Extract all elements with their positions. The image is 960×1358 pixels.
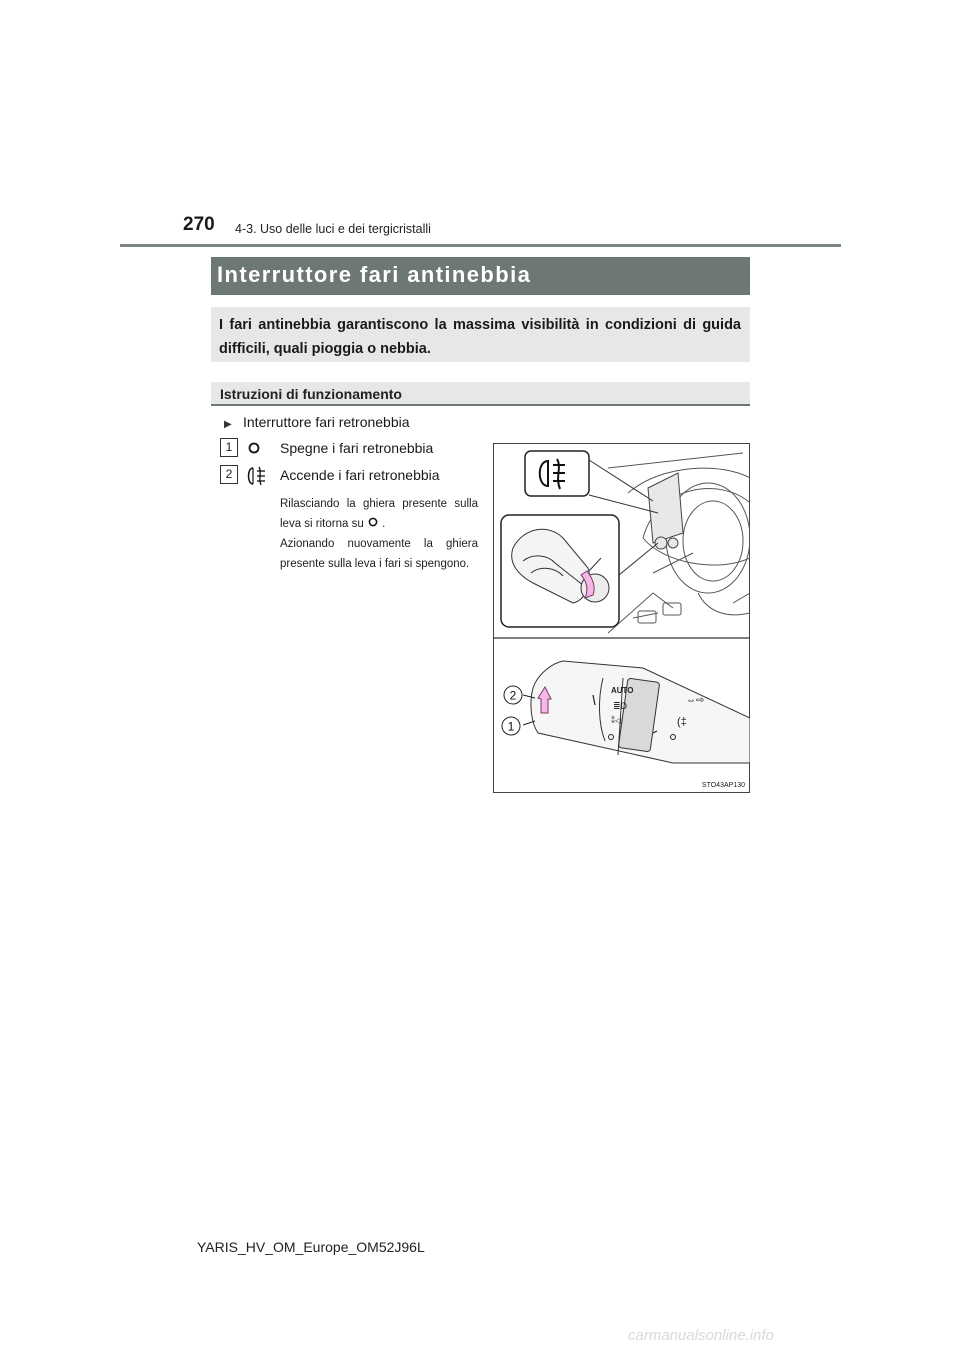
- callout-1-label: 1: [507, 719, 515, 734]
- svg-text:(‡: (‡: [677, 716, 687, 728]
- footer-doc-id: YARIS_HV_OM_Europe_OM52J96L: [197, 1239, 425, 1255]
- hand-on-lever-inset: [501, 515, 619, 627]
- note-line-1: Rilasciando la ghiera presente sulla leva si ritorna su: [280, 498, 478, 530]
- note-line-1-end: .: [382, 518, 386, 530]
- rear-fog-light-icon: [244, 466, 268, 486]
- svg-text:AUTO: AUTO: [611, 686, 634, 695]
- page-title: Interruttore fari antinebbia: [217, 262, 532, 287]
- page-number: 270: [183, 214, 215, 235]
- intro-text: I fari antinebbia garantiscono la massima visibilità in condizioni di guida difficili, quali pioggia o nebbia.: [219, 317, 741, 357]
- item-text-1: Spegne i fari retronebbia: [280, 440, 434, 456]
- bullet-arrow-icon: ▶: [224, 419, 232, 430]
- off-circle-icon: [247, 441, 261, 455]
- header-divider: [120, 244, 841, 247]
- off-circle-icon: [367, 516, 379, 527]
- fog-symbol-callout: [525, 451, 589, 496]
- bullet-text: Interruttore fari retronebbia: [243, 414, 410, 430]
- svg-text:≣D: ≣D: [613, 701, 628, 711]
- note-paragraph-2: Azionando nuovamente la ghiera presente sulla leva i fari si spengono.: [280, 538, 478, 570]
- item-number-1: 1: [220, 438, 238, 457]
- svg-text:⇔⇨: ⇔⇨: [686, 695, 705, 706]
- watermark: carmanualsonline.info: [628, 1327, 774, 1344]
- note-text: [280, 494, 478, 574]
- note-paragraph-1: [280, 494, 478, 534]
- item-text-2: Accende i fari retronebbia: [280, 467, 440, 483]
- figure-code: STO43AP130: [701, 782, 745, 789]
- section-reference: 4-3. Uso delle luci e dei tergicristalli: [235, 222, 431, 236]
- item-number-2: 2: [220, 465, 238, 484]
- callout-2-label: 2: [509, 688, 517, 703]
- fog-switch-illustration: [493, 443, 750, 793]
- subheading: Istruzioni di funzionamento: [220, 386, 402, 402]
- svg-text:⁑◁: ⁑◁: [611, 716, 622, 725]
